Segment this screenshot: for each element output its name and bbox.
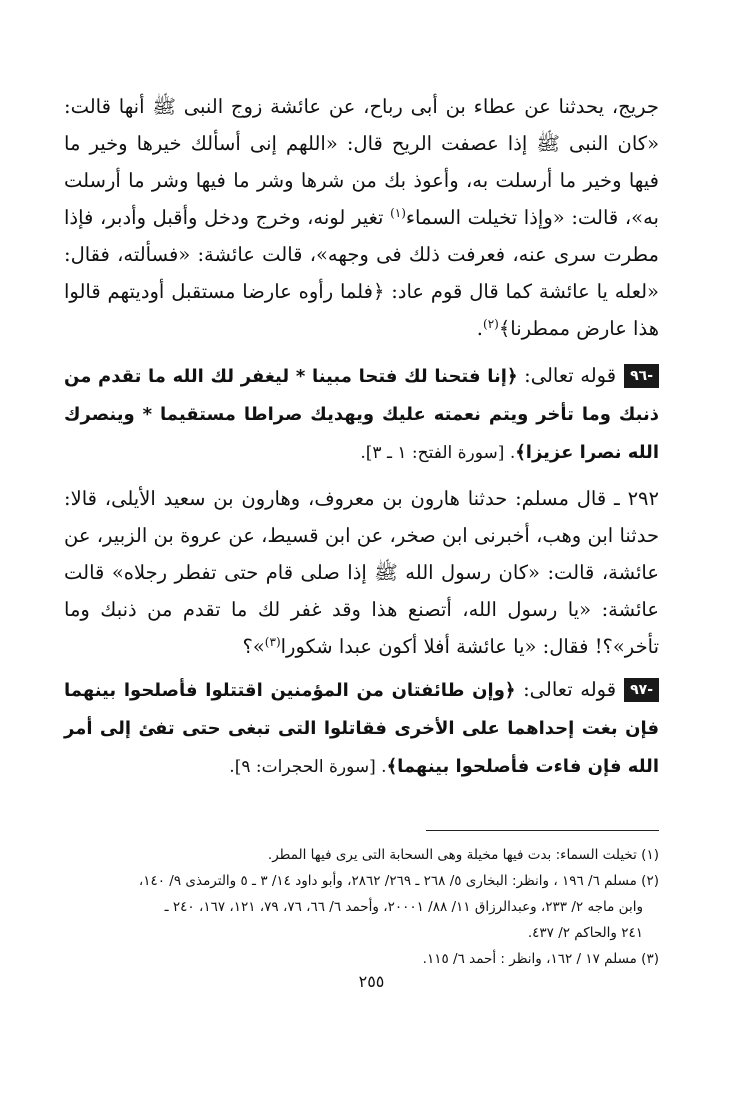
paragraph2-end: »؟ xyxy=(242,635,265,658)
paragraph1-text-continued: تغير لونه، وخرج ودخل وأقبل وأدبر، فإذا مطرت سرى عنه، فعرفت ذلك فى وجهه»، قالت عائشة: «فسألته، فقال: «لعله يا عائشة كما قال قوم عاد: ﴿فلما رأوه عارضا مستقبل أوديتهم قالوا هذا عارض ممطرنا﴾ xyxy=(64,206,659,340)
section-number-badge: -٩٦ xyxy=(624,364,659,388)
footnote-3: (٣) مسلم ١٧ / ١٦٢، وانظر : أحمد ٦/ ١١٥. xyxy=(422,951,659,967)
footnote-marker-1: (١) xyxy=(390,206,406,220)
paragraph-hadith-292 xyxy=(64,480,659,665)
quran-verse: ﴿إنا فتحنا لك فتحا مبينا * ليغفر لك الله ما تقدم من ذنبك وما تأخر ويتم نعمته عليك ويهديك صراطا مستقيما * وينصرك الله نصرا عزيزا﴾ xyxy=(64,366,659,463)
quran-verse: ﴿وإن طائفتان من المؤمنين اقتتلوا فأصلحوا بينهما فإن بغت إحداهما على الأخرى فقاتلوا التى تبغى حتى تفئ إلى أمر الله فإن فاءت فأصلحوا بينهما﴾ xyxy=(64,680,659,777)
section-number-badge: -٩٧ xyxy=(624,678,659,702)
footnote-separator xyxy=(426,830,659,831)
surah-reference: . [سورة الفتح: ١ ـ ٣]. xyxy=(360,443,516,463)
footnote-2-continued: وابن ماجه ٢/ ٢٣٣، وعبدالرزاق ١١/ ٨٨/ ٢٠٠٠١، وأحمد ٦/ ٦٦، ٧٦، ٧٩، ١٢١، ١٦٧، ٢٤٠ ـ xyxy=(164,899,643,915)
surah-reference: . [سورة الحجرات: ٩]. xyxy=(229,757,387,777)
paragraph-hadith-wind xyxy=(64,88,659,347)
section-97 xyxy=(64,671,659,786)
footnote-marker-2: (٢) xyxy=(483,317,499,331)
footnote-marker-3: (٣) xyxy=(264,635,281,649)
section-intro: قوله تعالى: xyxy=(517,364,617,387)
paragraph2-text: ٢٩٢ ـ قال مسلم: حدثنا هارون بن معروف، وهارون بن سعيد الأيلى، قالا: حدثنا ابن وهب، أخبرنى ابن صخر، عن ابن قسيط، عن عروة بن الزبير، عن عائشة، قالت: «كان رسول الله ﷺ إذا صلى قام حتى تفطر رجلاه» قالت عائشة: «يا رسول الله، أتصنع هذا وقد غفر لك ما تقدم من ذنبك وما تأخر»؟! فقال: «يا عائشة أفلا أكون عبدا شكورا xyxy=(64,487,659,658)
section-intro: قوله تعالى: xyxy=(515,678,617,701)
footnotes xyxy=(64,842,659,972)
paragraph1-end: . xyxy=(476,317,483,340)
footnote-1: (١) تخيلت السماء: بدت فيها مخيلة وهى السحابة التى يرى فيها المطر. xyxy=(267,847,659,863)
section-96 xyxy=(64,357,659,472)
page-number: ٢٥٥ xyxy=(358,972,385,991)
paragraph1-text: جريج، يحدثنا عن عطاء بن أبى رباح، عن عائشة زوج النبى ﷺ أنها قالت: «كان النبى ﷺ إذا عصفت الريح قال: «اللهم إنى أسألك خيرها وخير ما فيها وخير ما أرسلت به، وأعوذ بك من شرها وشر ما فيها وشر ما أرسلت به»، قالت: «وإذا تخيلت السماء xyxy=(64,95,659,229)
footnote-2: (٢) مسلم ٦/ ١٩٦ ، وانظر: البخارى ٥/ ٢٦٨ ـ ٢٦٩/ ٢٨٦٢، وأبو داود ١٤/ ٣ ـ ٥ والترمذى ٩/ ١٤٠، xyxy=(138,873,659,889)
page-body xyxy=(64,88,659,786)
footnote-2-end: ٢٤١ والحاكم ٢/ ٤٣٧. xyxy=(527,925,643,941)
